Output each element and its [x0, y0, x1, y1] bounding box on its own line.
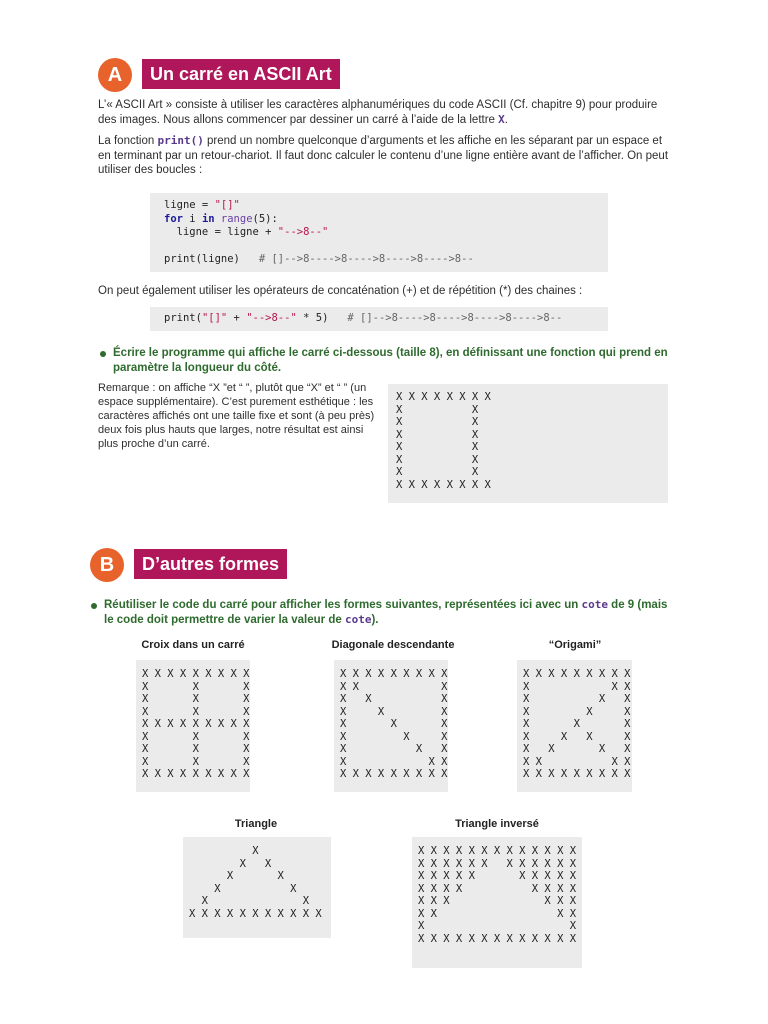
code-line-4-comment: # []-->8---->8---->8---->8---->8--	[258, 253, 474, 265]
intro-2-text-a: La fonction	[98, 135, 155, 147]
code-line-1-str: "[]"	[214, 199, 240, 211]
section-a-header	[98, 58, 398, 94]
code-block-loop	[150, 193, 608, 272]
code-line-1-var: ligne =	[164, 199, 215, 211]
shape-art-croix: X X X X X X X X X X X X X X X X X X X X X X X X X X X X X X X X X X X X X X X X X X X X X	[142, 668, 250, 780]
code-line-2-range: range	[214, 212, 253, 225]
task-b-text	[104, 598, 679, 627]
section-b-title: D’autres formes	[134, 549, 287, 579]
code2-plus: +	[227, 312, 247, 324]
section-b-badge: B	[90, 548, 124, 582]
shape-box-triangle-inverse	[412, 837, 582, 968]
intro-2-code: print()	[157, 134, 204, 147]
code-line-2-in: in	[201, 212, 215, 225]
task-b-bullet	[91, 603, 97, 609]
shape-caption-triangle-inverse: Triangle inversé	[455, 818, 539, 830]
intro-1-end: .	[504, 113, 508, 126]
code2-print: print(	[164, 312, 202, 324]
shape-art-triangle-inverse: X X X X X X X X X X X X X X X X X X X X X X X X X X X X X X X X X X X X X X X X X X X X X X X X X X X X X X X X X X X X X X X X X X X X	[418, 845, 577, 945]
intro-paragraph-2	[98, 134, 673, 178]
shape-box-triangle	[183, 837, 331, 938]
remark-paragraph: Remarque : on affiche “X ”et “ ”, plutôt que “X” et “ ” (un espace supplémentaire). C’est purement esthétique : les caractères affichés ont une taille fixe et sont (à peu près) deux fois plus hauts que larges, notre résultat est ainsi plus proche d’un carré.	[98, 382, 375, 450]
shape-box-diagonale	[334, 660, 448, 792]
code-line-2-mid: i	[182, 212, 202, 225]
code-line-3-str: "-->8--"	[277, 226, 329, 238]
task-a-text: Écrire le programme qui affiche le carré ci-dessous (taille 8), en définissant une fonction qui prend en paramètre la longueur du côté.	[113, 347, 668, 374]
shape-art-origami: X X X X X X X X X X X X X X X X X X X X X X X X X X X X X X X X X X X X X X X X X X	[523, 668, 631, 780]
task-b-code-1: cote	[581, 598, 608, 611]
shape-caption-diagonale: Diagonale descendante	[331, 639, 455, 651]
code-line-2-for: for	[164, 212, 183, 225]
shape-caption-triangle: Triangle	[234, 818, 278, 830]
code-block-loop-lines	[164, 199, 594, 267]
shape-caption-croix: Croix dans un carré	[141, 639, 245, 651]
shape-art-diagonale: X X X X X X X X X X X X X X X X X X X X X X X X X X X X X X X X X X X X X X X	[340, 668, 448, 780]
task-a-bullet	[100, 351, 106, 357]
section-b-header	[90, 548, 390, 584]
section-a-title: Un carré en ASCII Art	[142, 59, 340, 89]
task-b-text-c: ).	[371, 613, 379, 626]
square-art: X X X X X X X X X X X X X X X X X X X X X X X X X X X X	[396, 391, 491, 491]
intro-2-text-b: prend un nombre quelconque d’arguments et les affiche en les séparant par un espace et en terminant par un retour-chariot. Il faut donc calculer le contenu d’une ligne entière avant de l’afficher. On peut utiliser des boucles :	[98, 135, 669, 176]
code-line-2-end: (5):	[252, 212, 278, 225]
intro-1-code: X	[498, 112, 505, 126]
task-b-text-a: Réutiliser le code du carré pour afficher les formes suivantes, représentées ici avec un	[104, 599, 579, 611]
code2-times: * 5)	[296, 312, 348, 324]
concat-paragraph: On peut également utiliser les opérateurs de concaténation (+) et de répétition (*) des chaines :	[98, 285, 583, 297]
code-block-concat-line	[164, 312, 594, 326]
shape-box-origami	[517, 660, 632, 792]
intro-1-text: L’« ASCII Art » consiste à utiliser les caractères alphanumériques du code ASCII (Cf. chapitre 9) pour produire des images. Nous allons commencer par dessiner un carré à l’aide de la lettre	[98, 99, 658, 126]
section-a-badge: A	[98, 58, 132, 92]
intro-paragraph-1	[98, 98, 673, 127]
code2-str-1: "[]"	[201, 312, 228, 324]
shape-art-triangle: X X X X X X X X X X X X X X X X X X X X	[189, 845, 322, 920]
code-block-concat	[150, 307, 608, 331]
code-line-4-print: print(ligne)	[164, 253, 259, 265]
shape-caption-origami: “Origami”	[548, 639, 602, 651]
code2-str-2: "-->8--"	[246, 312, 297, 324]
task-b-text-b: de 9 (mais le code doit permettre de varier la valeur de	[104, 599, 668, 626]
square-art-box	[388, 384, 668, 503]
task-b-code-2: cote	[344, 612, 372, 626]
code-line-3-expr: ligne = ligne +	[164, 226, 278, 238]
code2-comment: # []-->8---->8---->8---->8---->8--	[347, 312, 563, 324]
shape-box-croix	[136, 660, 250, 792]
